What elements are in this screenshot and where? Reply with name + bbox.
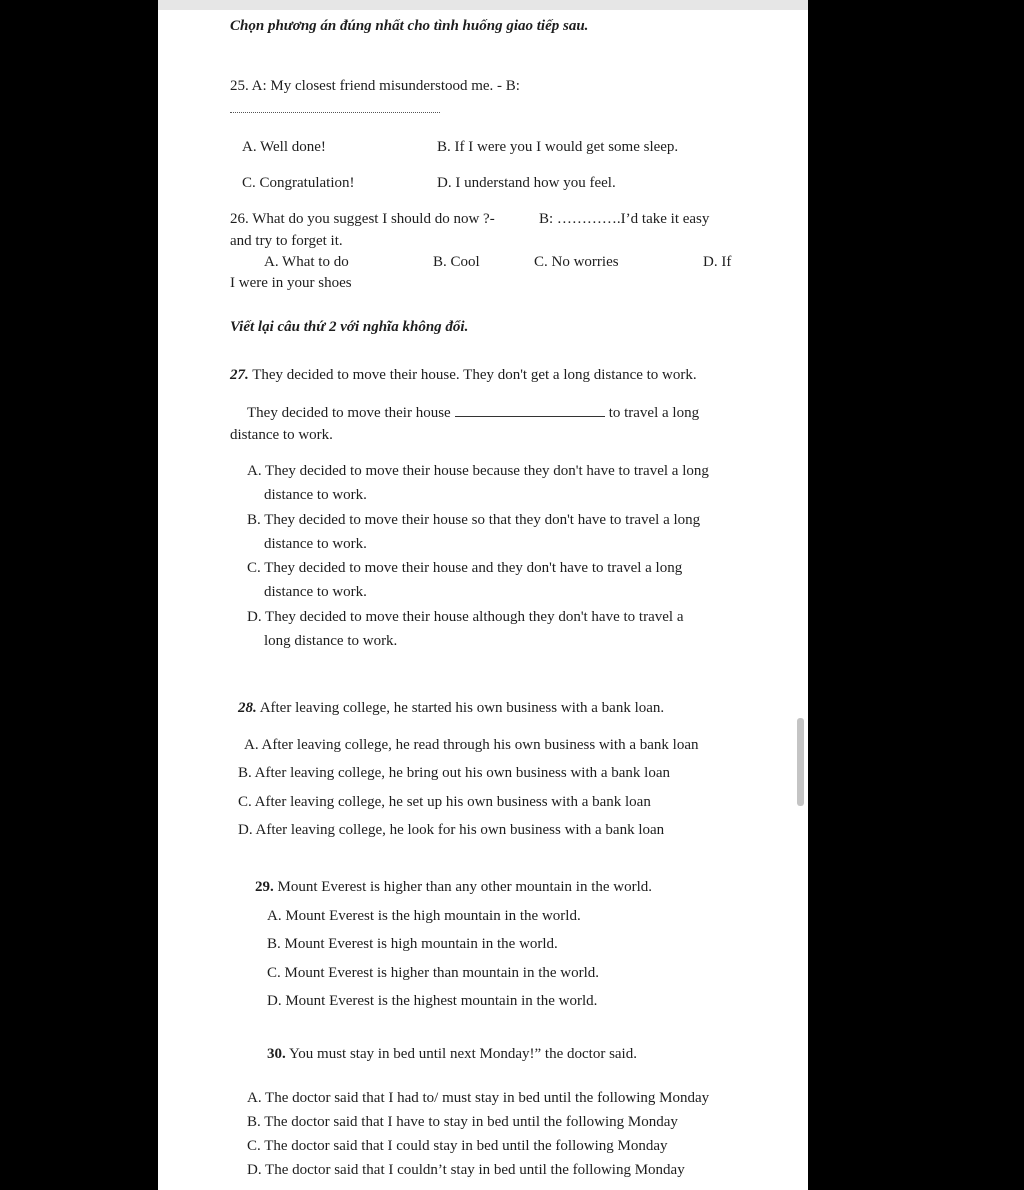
- q30-option-d: D. The doctor said that I couldn’t stay in bed until the following Monday: [247, 1162, 685, 1178]
- q26-option-d-cont: I were in your shoes: [230, 275, 352, 291]
- q27-option-c: C. They decided to move their house and they don't have to travel a long: [247, 560, 683, 576]
- section-heading-communication: Chọn phương án đúng nhất cho tình huống giao tiếp sau.: [230, 18, 589, 34]
- q27-option-a: A. They decided to move their house because they don't have to travel a long: [247, 463, 709, 479]
- q27-stem-text: They decided to move their house. They don't get a long distance to work.: [252, 367, 697, 383]
- q27-stem: [230, 366, 697, 384]
- q30-stem: [267, 1045, 637, 1063]
- q26-option-c: C. No worries: [534, 254, 619, 270]
- q29-option-c: C. Mount Everest is higher than mountain in the world.: [267, 965, 600, 981]
- q27-rewrite-cont: distance to work.: [230, 427, 333, 443]
- q25-option-b: B. If I were you I would get some sleep.: [437, 139, 679, 155]
- q27-rewrite: [247, 402, 699, 422]
- q30-number: 30.: [267, 1046, 286, 1062]
- q28-stem-text: After leaving college, he started his own business with a bank loan.: [259, 700, 665, 716]
- q27-rewrite-blank: [455, 402, 605, 417]
- document-page: [158, 0, 808, 1190]
- q28-option-a: A. After leaving college, he read through his own business with a bank loan: [244, 737, 699, 753]
- q30-option-b: B. The doctor said that I have to stay in bed until the following Monday: [247, 1114, 678, 1130]
- q27-rewrite-end: to travel a long: [608, 405, 700, 421]
- q28-number: 28.: [238, 700, 257, 716]
- q25-option-a: A. Well done!: [242, 139, 326, 155]
- q29-stem-text: Mount Everest is higher than any other mountain in the world.: [277, 879, 653, 895]
- q27-option-d-cont: long distance to work.: [264, 633, 398, 649]
- q29-number: 29.: [255, 879, 274, 895]
- q26-stem-b: B: ………….I’d take it easy: [539, 211, 710, 227]
- q28-option-c: C. After leaving college, he set up his own business with a bank loan: [238, 794, 651, 810]
- q30-option-c: C. The doctor said that I could stay in bed until the following Monday: [247, 1138, 668, 1154]
- q27-option-b: B. They decided to move their house so that they don't have to travel a long: [247, 512, 701, 528]
- q25-answer-blank: [230, 112, 440, 113]
- q28-stem: [238, 699, 664, 717]
- q28-option-b: B. After leaving college, he bring out his own business with a bank loan: [238, 765, 671, 781]
- q29-option-b: B. Mount Everest is high mountain in the world.: [267, 936, 558, 952]
- scrollbar-thumb[interactable]: [797, 718, 804, 806]
- q25-option-d: D. I understand how you feel.: [437, 175, 616, 191]
- q26-option-b: B. Cool: [433, 254, 480, 270]
- q26-stem-line2: and try to forget it.: [230, 233, 343, 249]
- section-heading-rewrite: Viết lại câu thứ 2 với nghĩa không đổi.: [230, 319, 469, 335]
- q29-option-d: D. Mount Everest is the highest mountain in the world.: [267, 993, 598, 1009]
- q25-stem: 25. A: My closest friend misunderstood me. - B:: [230, 78, 520, 94]
- q26-option-d: D. If: [703, 254, 732, 270]
- q30-stem-text: You must stay in bed until next Monday!” the doctor said.: [288, 1046, 637, 1062]
- q25-option-c: C. Congratulation!: [242, 175, 355, 191]
- page-top-edge: [158, 0, 808, 10]
- q30-option-a: A. The doctor said that I had to/ must stay in bed until the following Monday: [247, 1090, 710, 1106]
- q26-stem-line1: 26. What do you suggest I should do now ?-: [230, 211, 495, 227]
- q27-number: 27.: [230, 367, 249, 383]
- q27-option-c-cont: distance to work.: [264, 584, 367, 600]
- q29-stem: [255, 878, 652, 896]
- q27-option-d: D. They decided to move their house although they don't have to travel a: [247, 609, 684, 625]
- q29-option-a: A. Mount Everest is the high mountain in the world.: [267, 908, 581, 924]
- q28-option-d: D. After leaving college, he look for his own business with a bank loan: [238, 822, 665, 838]
- q27-option-b-cont: distance to work.: [264, 536, 367, 552]
- q27-option-a-cont: distance to work.: [264, 487, 367, 503]
- q27-rewrite-start: They decided to move their house: [247, 405, 451, 421]
- q26-option-a: A. What to do: [264, 254, 349, 270]
